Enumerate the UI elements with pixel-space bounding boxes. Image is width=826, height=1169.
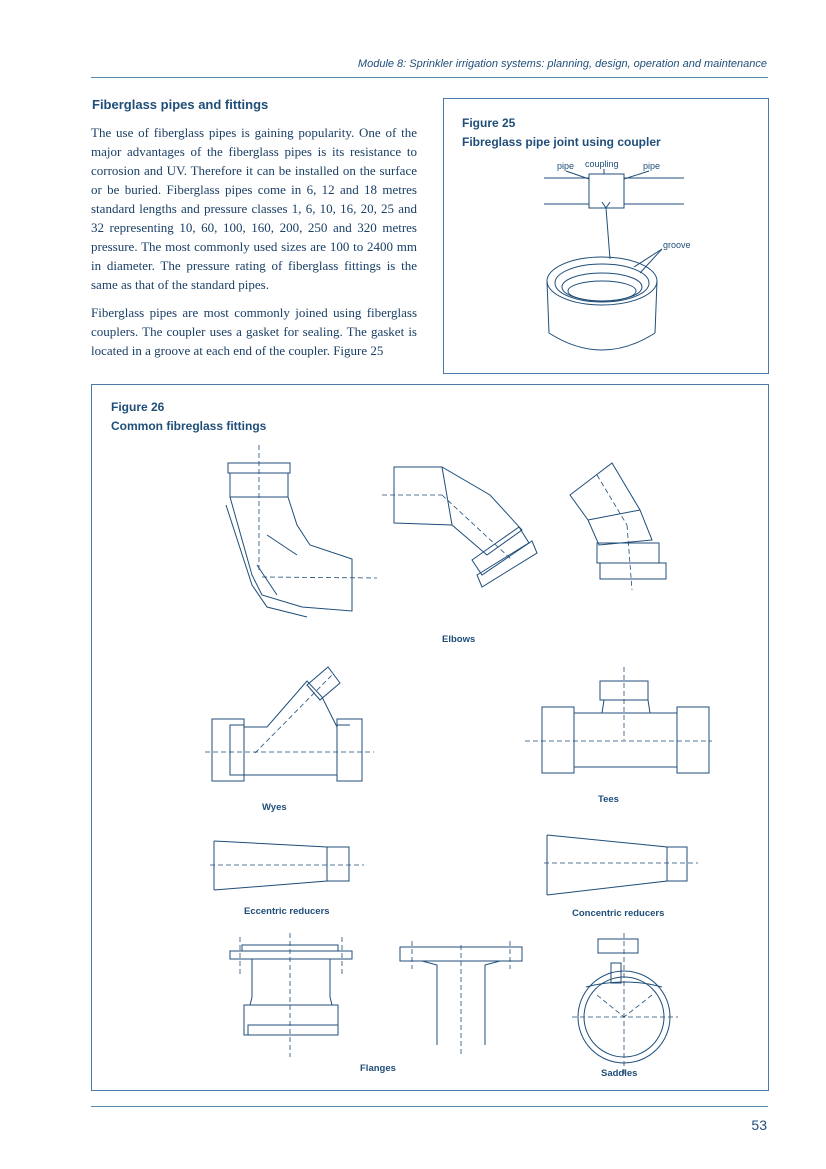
elbow-90-drawing [226,445,377,617]
concentric-reducer-drawing [544,835,698,895]
elbow-22-drawing [570,463,666,590]
label-groove: groove [663,240,691,250]
figure-25-box [443,98,769,374]
caption-concentric-reducers: Concentric reducers [572,908,665,919]
header-rule [91,77,768,78]
running-header: Module 8: Sprinkler irrigation systems: planning, design, operation and maintenance [357,58,767,70]
wye-drawing [205,667,374,781]
fittings-drawing [92,385,768,1090]
footer-rule [91,1106,768,1107]
caption-saddles: Saddles [601,1068,638,1079]
page-number: 53 [751,1117,767,1133]
figure-26-number: Figure 26 [111,400,165,414]
flange-drawing-2 [400,941,522,1055]
caption-tees: Tees [598,794,619,805]
section-title: Fiberglass pipes and fittings [92,97,269,112]
body-paragraph-1: The use of fiberglass pipes is gaining popularity. One of the major advantages of the fiberglass pipes is its resistance to corrosion and UV. Therefore it can be installed on the surface or be buried. Fiberglass pipes come in 6, 12 and 18 metres standard lengths and pressure classes 1, 6, 10, 16, 20, 25 and 32 representing 10, 60, 100, 160, 200, 250 and 320 metres pressure. The most commonly used sizes are 100 to 2400 mm in diameter. The pressure rating of fiberglass fittings is the same as that of the standard pipes. [91,125,417,292]
eccentric-reducer-drawing [210,841,364,890]
tee-drawing [525,667,712,773]
figure-26-box [91,384,769,1091]
caption-flanges: Flanges [360,1063,396,1074]
elbow-45-drawing [382,467,537,587]
figure-25-number: Figure 25 [462,116,516,130]
label-coupling: coupling [585,159,619,169]
figure-26-title: Common fibreglass fittings [111,419,267,433]
label-pipe-right: pipe [643,161,661,171]
caption-eccentric-reducers: Eccentric reducers [244,906,330,917]
body-paragraph-2: Fiberglass pipes are most commonly joined using fiberglass couplers. The coupler uses a gasket for sealing. The gasket is located in a groove at each end of the coupler. Figure 25 [91,305,417,358]
saddle-drawing [572,933,678,1075]
flange-drawing-1 [230,933,352,1057]
figure-25-title: Fibreglass pipe joint using coupler [462,135,661,149]
label-pipe-left: pipe [557,161,575,171]
coupler-drawing [444,99,768,373]
caption-wyes: Wyes [262,802,287,813]
caption-elbows: Elbows [442,634,476,645]
